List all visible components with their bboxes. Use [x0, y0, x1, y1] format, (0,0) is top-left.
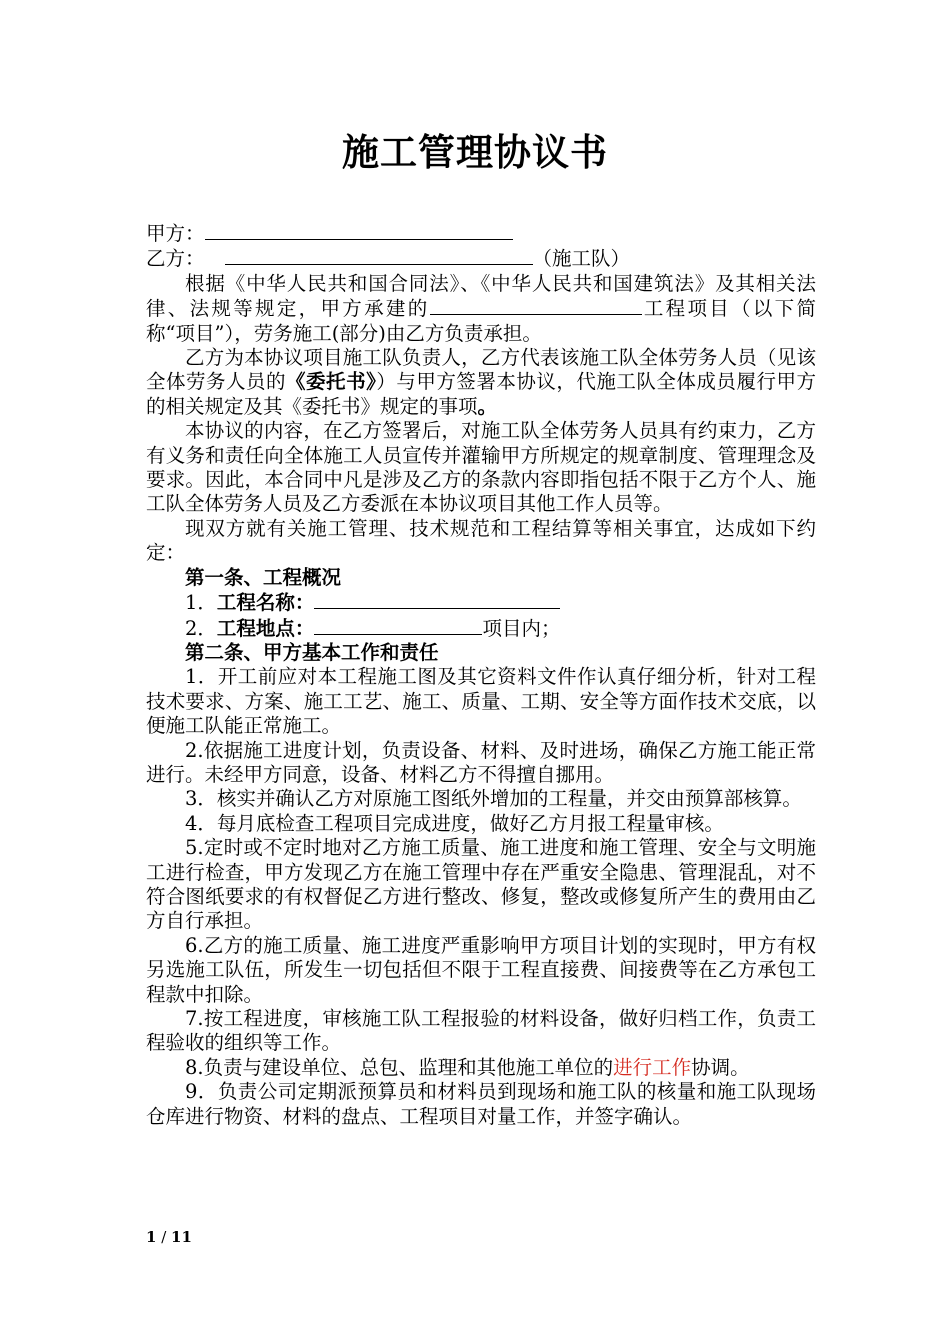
article-2-item-7: 7.按工程进度，审核施工队工程报验的材料设备，做好归档工作，负责工程验收的组织等工作。 [146, 1007, 816, 1055]
paragraph-3: 本协议的内容，在乙方签署后，对施工队全体劳务人员具有约束力，乙方有义务和责任向全体施工人员宣传并灌输甲方所规定的规章制度、管理理念及要求。因此，本合同中凡是涉及乙方的条款内容即指包括不限于乙方个人、施工队全体劳务人员及乙方委派在本协议项目其他工作人员等。 [146, 419, 816, 516]
paragraph-2: 乙方为本协议项目施工队负责人，乙方代表该施工队全体劳务人员（见该全体劳务人员的《委托书》）与甲方签署本协议，代施工队全体成员履行甲方的相关规定及其《委托书》规定的事项。 [146, 346, 816, 418]
project-blank [430, 296, 642, 315]
party-a-line [146, 221, 816, 246]
party-b-blank [225, 246, 533, 265]
article-1-heading: 第一条、工程概况 [185, 565, 342, 589]
document-title: 施工管理协议书 [342, 131, 608, 174]
article-2-item-2: 2.依据施工进度计划，负责设备、材料、及时进场，确保乙方施工能正常进行。未经甲方同意，设备、材料乙方不得擅自挪用。 [146, 738, 816, 786]
article-1-item-1: 1．工程名称： [146, 590, 816, 615]
article-2-item-4: 4．每月底检查工程项目完成进度，做好乙方月报工程量审核。 [185, 811, 724, 835]
paragraph-4: 现双方就有关施工管理、技术规范和工程结算等相关事宜，达成如下约定： [146, 516, 816, 565]
paragraph-1: 根据《中华人民共和国合同法》、《中华人民共和国建筑法》及其相关法律、法规等规定，甲方承建的 工程项目（以下简称“项目”），劳务施工(部分)由乙方负责承担。 [146, 271, 816, 345]
article-2-heading: 第二条、甲方基本工作和责任 [185, 640, 439, 664]
document-body [146, 221, 816, 1129]
article-2-item-1: 1．开工前应对本工程施工图及其它资料文件作认真仔细分析，针对工程技术要求、方案、施工工艺、施工、质量、工期、安全等方面作技术交底，以便施工队能正常施工。 [146, 665, 816, 738]
party-a-blank [205, 221, 513, 240]
party-a-label: 甲方： [146, 222, 205, 245]
highlighted-text: 进行工作 [613, 1055, 692, 1079]
article-2-item-6: 6.乙方的施工质量、施工进度严重影响甲方项目计划的实现时，甲方有权另选施工队伍，所发生一切包括但不限于工程直接费、间接费等在乙方承包工程款中扣除。 [146, 933, 816, 1006]
party-b-suffix: （施工队） [532, 247, 631, 271]
page-number: 1 / 11 [146, 1228, 192, 1246]
party-b-label: 乙方： [146, 247, 205, 271]
article-1-item-2: 2．工程地点： 项目内； [185, 616, 561, 640]
article-2-item-9: 9．负责公司定期派预算员和材料员到现场和施工队的核量和施工队现场仓库进行物资、材料的盘点、工程项目对量工作，并签字确认。 [146, 1080, 816, 1128]
article-2-item-5: 5.定时或不定时地对乙方施工质量、施工进度和施工管理、安全与文明施工进行检查，甲方发现乙方在施工管理中存在严重安全隐患、管理混乱，对不符合图纸要求的有权督促乙方进行整改、修复，整改或修复所产生的费用由乙方自行承担。 [146, 836, 816, 933]
project-location-blank [314, 616, 482, 635]
entrustment-bold: 《委托书》 [286, 370, 377, 394]
project-name-blank [314, 590, 560, 609]
party-b-line [146, 246, 816, 271]
article-2-item-8: 8.负责与建设单位、总包、监理和其他施工单位的进行工作协调。 [185, 1055, 750, 1079]
article-2-item-3: 3．核实并确认乙方对原施工图纸外增加的工程量，并交由预算部核算。 [185, 787, 802, 811]
